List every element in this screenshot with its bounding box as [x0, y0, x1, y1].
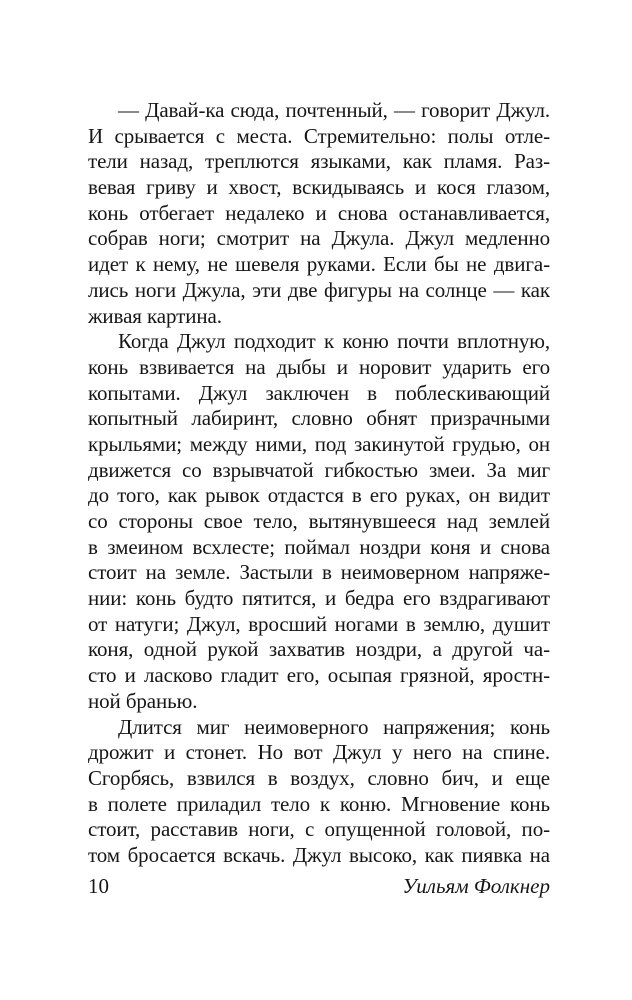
- running-head-author: Уильям Фолкнер: [402, 874, 550, 898]
- text-line: собрав ноги; смотрит на Джула. Джул медленно: [88, 226, 550, 251]
- text-line: от натуги; Джул, вросший ногами в землю, душит: [88, 611, 550, 636]
- text-line: Длится миг неимоверного напряжения; конь: [118, 714, 550, 739]
- text-line: коня, одной рукой захватив ноздри, а другой ча-: [88, 637, 550, 662]
- text-line: Сгорбясь, взвился в воздух, словно бич, и еще: [88, 765, 550, 790]
- text-line: до того, как рывок отдастся в его руках, он видит: [88, 483, 550, 508]
- text-line: нии: конь будто пятится, и бедра его вздрагивают: [88, 586, 550, 611]
- text-line: И срывается с места. Стремительно: полы отле-: [88, 123, 550, 148]
- text-line: живая картина.: [88, 303, 222, 328]
- text-line: в змеином всхлесте; поймал ноздри коня и снова: [88, 534, 550, 559]
- text-line: лись ноги Джула, эти две фигуры на солнце — как: [88, 277, 550, 302]
- text-line: стоит, расставив ноги, с опущенной головой, по-: [88, 817, 550, 842]
- text-line: сто и ласково гладит его, осыпая грязной, яростн-: [88, 663, 550, 688]
- text-line: дрожит и стонет. Но вот Джул у него на спине.: [88, 740, 550, 765]
- page-number: 10: [88, 874, 109, 898]
- text-line: идет к нему, не шевеля руками. Если бы не двига-: [88, 252, 550, 277]
- text-line: тели назад, треплются языками, как пламя. Раз-: [88, 149, 550, 174]
- text-line: стоит на земле. Застыли в неимоверном напряже-: [88, 560, 550, 585]
- text-line: том бросается вскачь. Джул высоко, как пиявка на: [88, 842, 550, 867]
- text-line: вевая гриву и хвост, вскидываясь и кося глазом,: [88, 175, 550, 200]
- text-line: ной бранью.: [88, 688, 198, 713]
- text-line: конь отбегает недалеко и снова останавливается,: [88, 200, 550, 225]
- text-line: — Давай-ка сюда, почтенный, — говорит Джул.: [118, 98, 550, 122]
- body-text: [88, 98, 550, 869]
- page-footer: [88, 872, 550, 900]
- text-line: Когда Джул подходит к коню почти вплотную,: [118, 329, 550, 354]
- text-line: со стороны свое тело, вытянувшееся над землей: [88, 509, 550, 533]
- text-line: копытный лабиринт, словно обнят призрачными: [88, 406, 550, 431]
- text-line: копытами. Джул заключен в поблескивающий: [88, 380, 550, 405]
- text-line: движется со взрывчатой гибкостью змеи. За миг: [88, 457, 550, 482]
- text-line: крыльями; между ними, под закинутой грудью, он: [88, 431, 550, 456]
- text-line: в полете приладил тело к коню. Мгновение конь: [88, 791, 550, 816]
- text-line: конь взвивается на дыбы и норовит ударить его: [88, 354, 550, 379]
